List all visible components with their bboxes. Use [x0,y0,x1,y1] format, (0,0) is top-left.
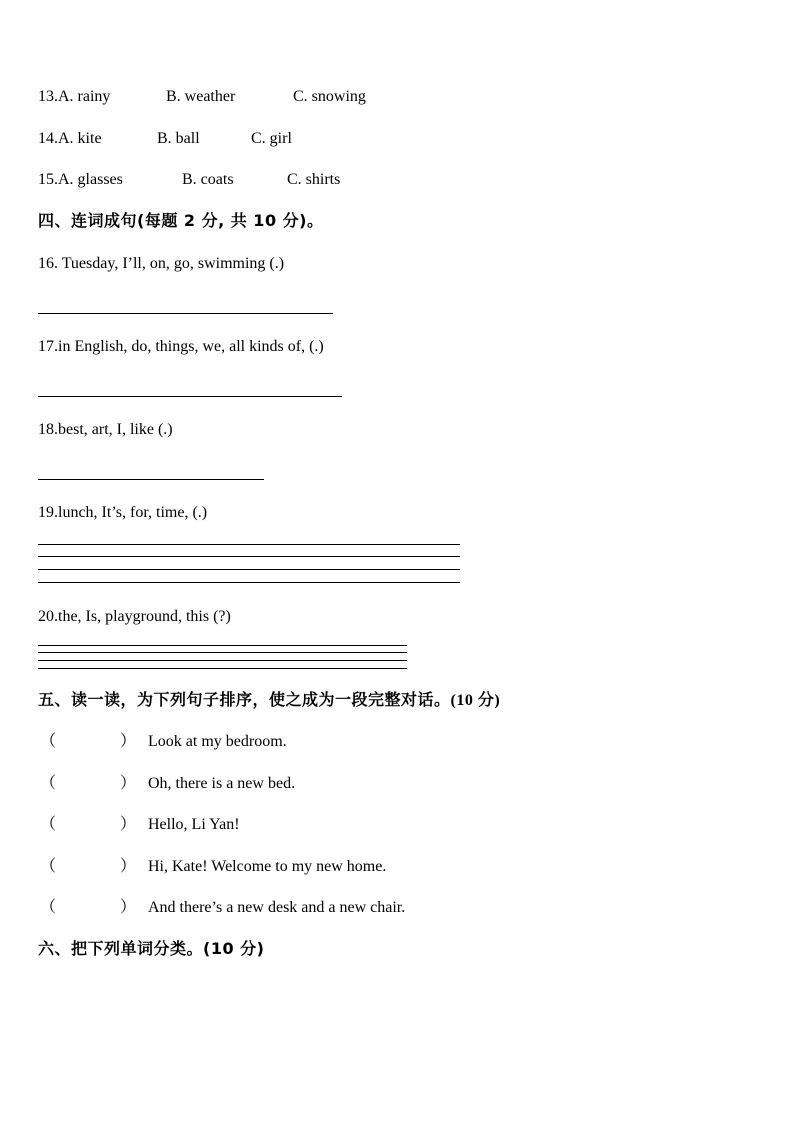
question-number: 15. [38,171,58,188]
question-18: 18.best, art, I, like (.) [38,421,173,438]
answer-line[interactable] [38,652,407,653]
answer-line[interactable] [38,479,264,480]
answer-line[interactable] [38,313,333,314]
ordering-sentence: And there’s a new desk and a new chair. [148,899,406,916]
paren-close[interactable]: ） [120,775,137,792]
question-20: 20.the, Is, playground, this (?) [38,608,231,625]
paren-open[interactable]: （ [40,775,57,792]
paren-close[interactable]: ） [120,816,137,833]
answer-line[interactable] [38,396,342,397]
option-c: C. shirts [287,171,341,188]
option-c: C. girl [251,130,292,147]
ordering-sentence: Oh, there is a new bed. [148,775,296,792]
question-number: 14. [38,130,58,147]
question-16: 16. Tuesday, I’ll, on, go, swimming (.) [38,255,285,272]
paren-open[interactable]: （ [40,899,57,916]
question-number: 13. [38,88,58,105]
paren-close[interactable]: ） [120,858,137,875]
question-17: 17.in English, do, things, we, all kinds of, (.) [38,338,324,355]
question-13 [38,87,366,107]
section-5-points: (10 分) [450,692,501,709]
option-a: A. glasses [58,171,123,188]
paren-open[interactable]: （ [40,858,57,875]
paren-close[interactable]: ） [120,899,137,916]
paren-open[interactable]: （ [40,816,57,833]
ordering-item [40,732,287,752]
option-c: C. snowing [293,88,366,105]
section-5-title-text: 五、读一读，为下列句子排序，使之成为一段完整对话。 [38,690,451,709]
section-4-title: 四、连词成句(每题 2 分, 共 10 分)。 [38,211,324,230]
ordering-sentence: Hi, Kate! Welcome to my new home. [148,858,387,875]
answer-line[interactable] [38,660,407,661]
question-14 [38,129,292,149]
ordering-sentence: Look at my bedroom. [148,733,287,750]
answer-line[interactable] [38,645,407,646]
ordering-item [40,774,296,794]
ordering-item [40,857,387,877]
answer-line[interactable] [38,569,460,570]
option-b: B. coats [182,171,234,188]
option-b: B. weather [166,88,236,105]
option-b: B. ball [157,130,200,147]
answer-line[interactable] [38,544,460,545]
paren-open[interactable]: （ [40,733,57,750]
section-5-title [38,690,500,711]
ordering-sentence: Hello, Li Yan! [148,816,240,833]
option-a: A. rainy [58,88,111,105]
ordering-item [40,898,406,918]
option-a: A. kite [58,130,102,147]
paren-close[interactable]: ） [120,733,137,750]
section-6-title: 六、把下列单词分类。(10 分) [38,939,265,958]
ordering-item [40,815,240,835]
question-19: 19.lunch, It’s, for, time, (.) [38,504,208,521]
question-15 [38,170,341,190]
answer-line[interactable] [38,668,407,669]
answer-line[interactable] [38,582,460,583]
answer-line[interactable] [38,556,460,557]
